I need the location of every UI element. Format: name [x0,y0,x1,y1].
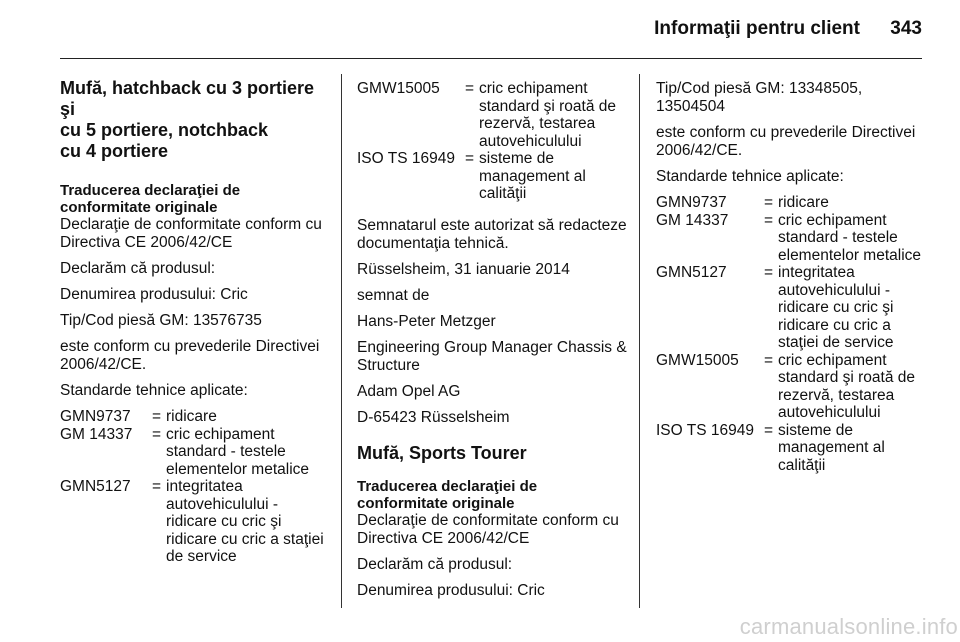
table-row [357,80,627,150]
subheading-line: Traducerea declaraţiei de [357,477,538,495]
equals-sign: = [152,408,162,425]
equals-sign: = [764,264,774,281]
paragraph: Tip/Cod piesă GM: 13576735 [60,312,262,329]
standard-code: GMN9737 [60,408,131,425]
standard-description: integritatea autovehiculului - ridicare cu cric şi ridicare cu cric a staţiei de service [778,264,894,351]
paragraph: Declaraţie de conformitate conform cu Directiva CE 2006/42/CE [60,216,322,251]
subheading-line: conformitate originale [357,494,515,512]
paragraph: semnat de [357,286,430,304]
table-row [656,352,926,422]
heading-line: cu 5 portiere, notchback [60,120,269,140]
page-number: 343 [890,18,922,39]
equals-sign: = [764,351,774,369]
paragraph: Standarde tehnice aplicate: [60,382,248,399]
paragraph: Denumirea produsului: Cric [60,286,248,303]
equals-sign: = [764,211,774,229]
heading-line: Mufă, hatchback cu 3 portiere şi [60,78,315,119]
watermark: carmanualsonline.info [739,614,958,639]
paragraph: Adam Opel AG [357,382,461,400]
standards-table [60,408,328,566]
standard-description: ridicare [166,408,217,425]
column-divider-1 [341,74,342,608]
table-row [60,408,328,426]
paragraph: Hans-Peter Metzger [357,312,496,330]
section-heading-hatchback [60,78,328,162]
heading-line: cu 4 portiere [60,141,169,161]
standard-description: sisteme de management al calităţii [479,150,586,202]
standard-code: GMW15005 [357,80,440,97]
standard-code: GM 14337 [656,211,729,229]
standard-code: ISO TS 16949 [357,150,455,167]
equals-sign: = [152,478,162,495]
paragraph: D-65423 Rüsselsheim [357,408,510,426]
paragraph: Standarde tehnice aplicate: [656,168,844,185]
paragraph: Declarăm că produsul: [60,260,216,277]
table-row [656,264,926,352]
standard-description: cric echipament standard şi roată de rezervă, testarea autovehiculului [778,351,916,421]
equals-sign: = [465,150,475,167]
subheading-line: conformitate originale [60,199,218,216]
standard-description: integritatea autovehiculului - ridicare cu cric şi ridicare cu cric a staţiei de service [166,478,324,565]
paragraph: Declaraţie de conformitate conform cu Directiva CE 2006/42/CE [357,511,619,547]
standards-table [357,80,627,203]
table-row [656,212,926,265]
standard-description: sisteme de management al calităţii [778,421,885,474]
standard-code: GMN5127 [60,478,131,495]
paragraph: Denumirea produsului: Cric [357,581,545,599]
header-divider [60,58,922,59]
standard-code: GMN5127 [656,264,727,281]
column-divider-2 [639,74,640,608]
subheading-translation [60,182,328,216]
column-2 [357,80,627,608]
equals-sign: = [465,80,475,97]
table-row [656,194,926,212]
equals-sign: = [152,425,162,443]
table-row [656,422,926,475]
standard-code: GM 14337 [60,425,133,443]
standard-code: GMW15005 [656,351,739,369]
equals-sign: = [764,421,774,439]
standard-description: cric echipament standard - testele elementelor metalice [166,425,310,478]
paragraph: este conform cu prevederile Directivei 2006/42/CE. [656,124,916,159]
paragraph: Tip/Cod piesă GM: 13348505, 13504504 [656,80,863,115]
standards-table [656,194,926,474]
paragraph: Semnatarul este autorizat să redacteze documentaţia tehnică. [357,216,627,252]
standard-code: GMN9737 [656,194,727,211]
equals-sign: = [764,194,774,211]
column-1 [60,78,328,576]
paragraph: Engineering Group Manager Chassis & Structure [357,338,627,374]
column-3 [656,80,926,484]
standard-description: cric echipament standard şi roată de rezervă, testarea autovehiculului [479,80,617,150]
subheading-translation [357,478,627,512]
standard-code: ISO TS 16949 [656,421,754,439]
paragraph: este conform cu prevederile Directivei 2006/42/CE. [60,338,320,373]
standard-description: ridicare [778,194,829,211]
table-row [357,150,627,203]
subheading-line: Traducerea declaraţiei de [60,182,241,199]
table-row [60,426,328,479]
page-header-title: Informaţii pentru client [654,18,860,39]
section-heading-sports-tourer: Mufă, Sports Tourer [357,442,527,463]
paragraph: Declarăm că produsul: [357,555,513,573]
table-row [60,478,328,566]
standard-description: cric echipament standard - testele elementelor metalice [778,211,922,264]
paragraph: Rüsselsheim, 31 ianuarie 2014 [357,260,570,278]
